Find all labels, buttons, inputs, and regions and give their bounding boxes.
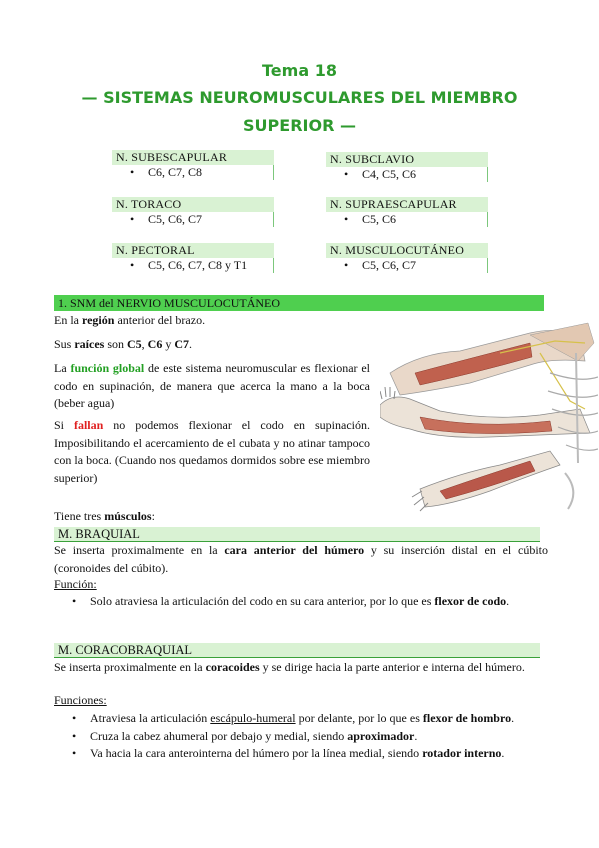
- nerve-box-subescapular: [112, 150, 274, 180]
- nerve-name: N. MUSCULOCUTÁNEO: [326, 243, 488, 258]
- nerve-box-pectoral: [112, 243, 274, 273]
- braquial-function-list: [60, 593, 576, 611]
- arm-anatomy-illustration: [380, 313, 598, 518]
- nerve-roots: • C5, C6, C7: [326, 258, 488, 273]
- paragraph-braquial-insercion: Se inserta proximalmente en la cara anterior del húmero y su inserción distal en el cúbito (coronoides del cúbito).: [54, 543, 549, 575]
- subsection-heading-coracobraquial: M. CORACOBRAQUIAL: [54, 643, 540, 658]
- section-heading: 1. SNM del NERVIO MUSCULOCUTÁNEO: [54, 295, 544, 311]
- paragraph-musculos: Tiene tres músculos:: [54, 509, 155, 523]
- page-title: Tema 18: [262, 61, 337, 80]
- nerve-box-supraescapular: [326, 197, 488, 227]
- nerve-roots: • C4, C5, C6: [326, 167, 488, 182]
- list-item: • Atraviesa la articulación escápulo-humeral por delante, por lo que es flexor de hombro.: [90, 710, 576, 728]
- label-funcion: Función:: [54, 577, 97, 591]
- paragraph-raices: Sus raíces son C5, C6 y C7.: [54, 337, 193, 351]
- nerve-roots: • C5, C6, C7, C8 y T1: [112, 258, 274, 273]
- nerve-box-subclavio: [326, 152, 488, 182]
- nerve-box-musculocutaneo: [326, 243, 488, 273]
- nerve-name: N. SUBCLAVIO: [326, 152, 488, 167]
- label-funciones: Funciones:: [54, 693, 107, 707]
- nerve-roots: • C6, C7, C8: [112, 165, 274, 180]
- nerve-roots: • C5, C6, C7: [112, 212, 274, 227]
- paragraph-coracobraquial-insercion: Se inserta proximalmente en la coracoides y se dirige hacia la parte anterior e interna del húmero.: [54, 660, 525, 674]
- list-item: • Cruza la cabez ahumeral por debajo y medial, siendo aproximador.: [90, 728, 576, 746]
- paragraph-region: En la región anterior del brazo.: [54, 313, 206, 327]
- subsection-heading-braquial: M. BRAQUIAL: [54, 527, 540, 542]
- list-item: • Solo atraviesa la articulación del codo en su cara anterior, por lo que es flexor de codo.: [90, 593, 576, 611]
- nerve-box-toraco: [112, 197, 274, 227]
- page-subtitle-line2: SUPERIOR —: [243, 116, 356, 135]
- paragraph-funcion-global: La función global de este sistema neuromuscular es flexionar el codo en supinación, de manera que acerca la mano a la boca (beber agua): [54, 361, 371, 410]
- coracobraquial-function-list: [60, 710, 576, 763]
- nerve-name: N. TORACO: [112, 197, 274, 212]
- nerve-name: N. SUPRAESCAPULAR: [326, 197, 488, 212]
- nerve-name: N. SUBESCAPULAR: [112, 150, 274, 165]
- page-subtitle-line1: — SISTEMAS NEUROMUSCULARES DEL MIEMBRO: [81, 88, 518, 107]
- nerve-name: N. PECTORAL: [112, 243, 274, 258]
- list-item: • Va hacia la cara anterointerna del húmero por la línea medial, siendo rotador interno.: [90, 745, 576, 763]
- nerve-roots: • C5, C6: [326, 212, 488, 227]
- paragraph-fallan: Si fallan no podemos flexionar el codo en supinación. Imposibilitando el acercamiento de el cubata y no atinar tampoco con la boca. (Cuando nos quedamos dormidos sobre ese miembro superior): [54, 418, 370, 485]
